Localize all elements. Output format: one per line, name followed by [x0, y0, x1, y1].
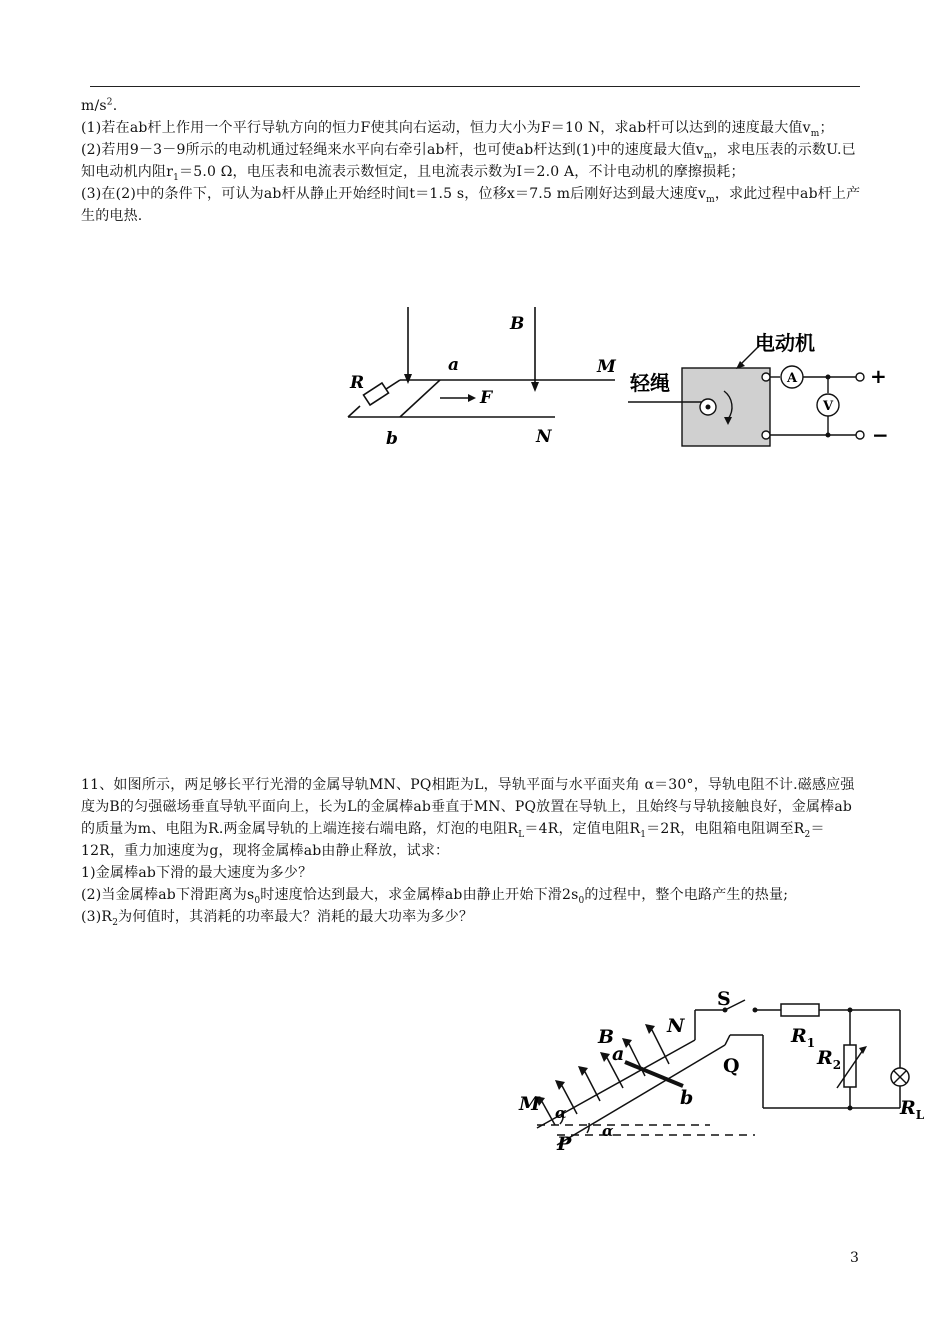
label-a: a — [612, 1043, 625, 1065]
label-minus: − — [872, 423, 889, 447]
label-N: N — [536, 427, 552, 447]
label-N: N — [667, 1015, 685, 1037]
label-a: a — [448, 355, 460, 375]
label-b: b — [386, 429, 398, 449]
label-S: S — [717, 990, 731, 1010]
question-10-text — [81, 95, 861, 227]
q10-part2: (2)若用9－3－9所示的电动机通过轻绳来水平向右牵引ab杆，也可使ab杆达到(1)中的速度最大值$v_m$，求电压表的示数U.已知电动机内阻$r_1=5.0$ Ω，电压表和电流表示数恒定，且电流表示数为I＝2.0 A，不计电动机的摩擦损耗； — [81, 142, 856, 183]
motor-box — [682, 368, 770, 446]
label-alpha-P: α — [602, 1122, 614, 1140]
label-V: V — [822, 399, 834, 414]
unit-line: $m/s^2$. — [81, 97, 118, 114]
label-rope: 轻绳 — [630, 371, 670, 395]
page-number: 3 — [850, 1250, 859, 1266]
resistor-R1 — [781, 1004, 819, 1016]
label-R1: $R_1$ — [791, 1025, 816, 1050]
label-RL: $R_L$ — [900, 1097, 925, 1122]
label-P: P — [557, 1133, 572, 1155]
motor-circuit-figure — [620, 325, 900, 455]
label-M: M — [597, 357, 616, 377]
resistor-R — [364, 383, 389, 405]
rod-ab — [400, 380, 440, 417]
label-Q: Q — [723, 1055, 740, 1077]
q11-stem: 11、如图所示，两足够长平行光滑的金属导轨MN、PQ相距为L，导轨平面与水平面夹角 α＝30°，导轨电阻不计.磁感应强度为B的匀强磁场垂直导轨平面向上，长为L的金属棒ab垂直于MN、PQ放置在导轨上，且始终与导轨接触良好，金属棒ab的质量为m、电阻为R.两金属导轨的上端连接右端电路，灯泡的电阻$R_L=4R$，定值电阻$R_1=2R$，电阻箱电阻调至$R_2=12R$，重力加速度为g，现将金属棒ab由静止释放，试求： — [81, 777, 855, 859]
incline-circuit-figure — [515, 990, 935, 1160]
q11-part3: $(3)R_2$为何值时，其消耗的功率最大？消耗的最大功率为多少？ — [81, 909, 474, 928]
q11-part1: 1)金属棒ab下滑的最大速度为多少？ — [81, 865, 313, 881]
label-R: R — [350, 373, 365, 393]
label-M: M — [519, 1093, 541, 1115]
label-A: A — [786, 371, 798, 386]
label-motor: 电动机 — [755, 331, 815, 355]
rail-rod-figure — [340, 302, 620, 452]
label-B: B — [510, 314, 525, 334]
question-11-text — [81, 774, 861, 928]
label-B: B — [598, 1026, 615, 1048]
q11-part2: (2)当金属棒ab下滑距离为$s_0$时速度恰达到最大，求金属棒ab由静止开始下滑$2s_0$的过程中，整个电路产生的热量; — [81, 887, 789, 906]
label-F: F — [480, 388, 493, 408]
header-rule — [90, 86, 860, 87]
label-plus: + — [870, 364, 887, 388]
label-alpha-M: α — [555, 1104, 567, 1122]
q10-part1: (1)若在ab杆上作用一个平行导轨方向的恒力F使其向右运动，恒力大小为F＝10 N，求ab杆可以达到的速度最大值$v_m$； — [81, 120, 834, 139]
label-b: b — [680, 1087, 694, 1109]
q10-part3: (3)在(2)中的条件下，可认为ab杆从静止开始经时间t＝1.5 s，位移x＝7.5 m后刚好达到最大速度$v_m$，求此过程中ab杆上产生的电热. — [81, 186, 861, 224]
resistor-R2 — [844, 1045, 856, 1087]
rail-PQ — [557, 1045, 725, 1145]
label-R2: $R_2$ — [817, 1047, 842, 1072]
